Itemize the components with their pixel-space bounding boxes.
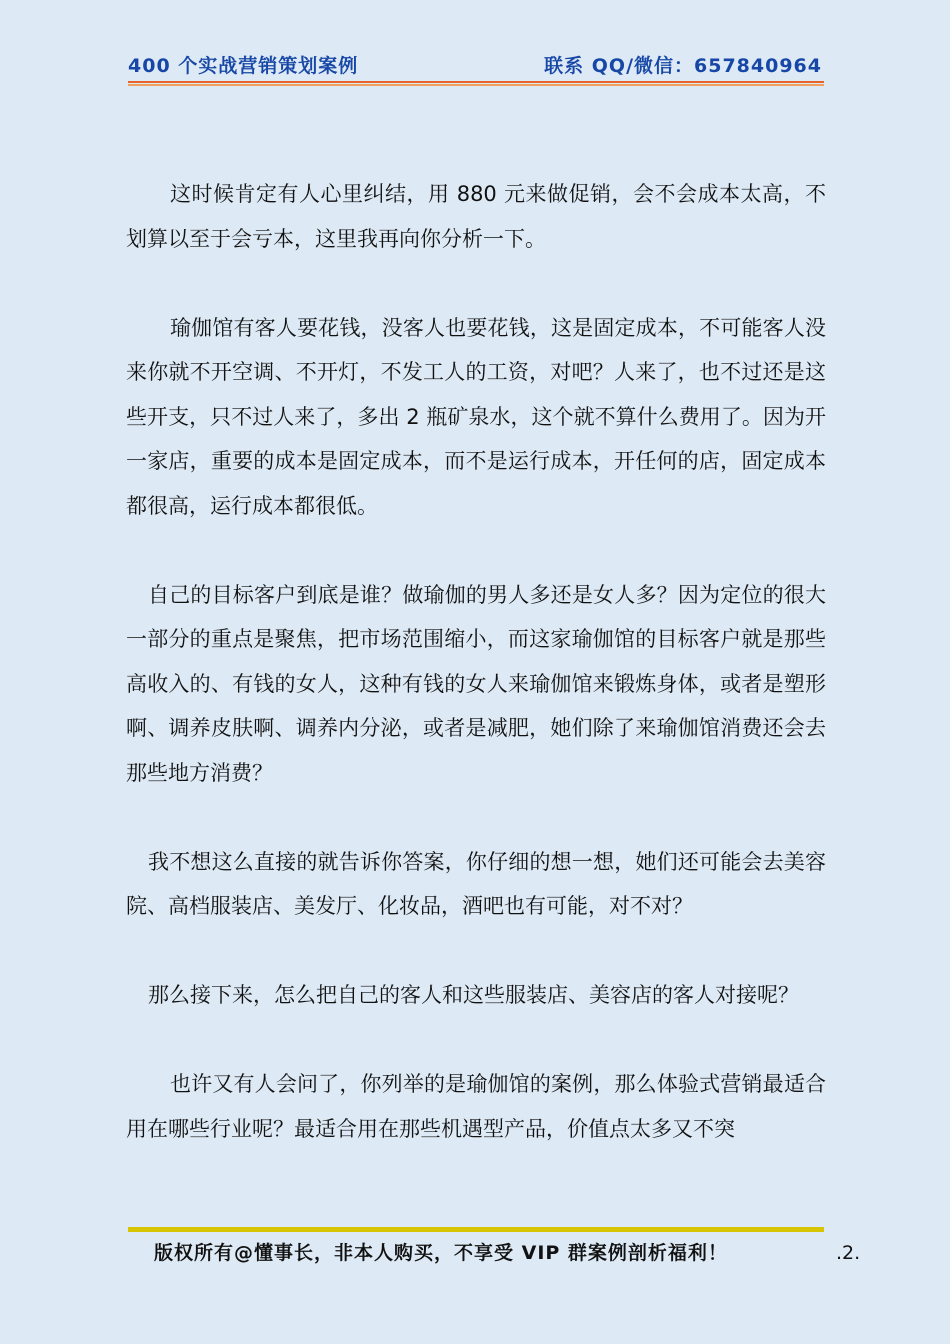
footer-copyright: 版权所有@懂事长，非本人购买，不享受 VIP 群案例剖析福利！	[154, 1242, 728, 1264]
paragraph: 这时候肯定有人心里纠结，用 880 元来做促销，会不会成本太高，不划算以至于会亏本，这里我再向你分析一下。	[126, 182, 826, 251]
footer-divider	[128, 1227, 824, 1232]
paragraph: 我不想这么直接的就告诉你答案，你仔细的想一想，她们还可能会去美容院、高档服装店、美发厅、化妆品，酒吧也有可能，对不对？	[126, 849, 826, 918]
paragraph: 那么接下来，怎么把自己的客人和这些服装店、美容店的客人对接呢？	[148, 983, 799, 1007]
page-number: .2.	[836, 1242, 861, 1264]
header-title: 400 个实战营销策划案例	[128, 55, 359, 77]
document-body	[126, 172, 826, 1196]
header-divider-bottom-line	[128, 84, 824, 86]
paragraph: 自己的目标客户到底是谁？做瑜伽的男人多还是女人多？因为定位的很大一部分的重点是聚焦，把市场范围缩小，而这家瑜伽馆的目标客户就是那些高收入的、有钱的女人，这种有钱的女人来瑜伽馆来锻炼身体，或者是塑形啊、调养皮肤啊、调养内分泌，或者是减肥，她们除了来瑜伽馆消费还会去那些地方消费？	[126, 582, 826, 785]
paragraph: 也许又有人会问了，你列举的是瑜伽馆的案例，那么体验式营销最适合用在哪些行业呢？最适合用在那些机遇型产品，价值点太多又不突	[126, 1072, 826, 1141]
paragraph: 瑜伽馆有客人要花钱，没客人也要花钱，这是固定成本，不可能客人没来你就不开空调、不开灯，不发工人的工资，对吧？人来了，也不过还是这些开支，只不过人来了，多出 2 瓶矿泉水，这个就不算什么费用了。因为开一家店，重要的成本是固定成本，而不是运行成本，开任何的店，固定成本都很高，运行成本都很低。	[126, 315, 826, 518]
header-contact: 联系 QQ/微信：657840964	[544, 55, 822, 77]
header-divider	[128, 81, 824, 86]
